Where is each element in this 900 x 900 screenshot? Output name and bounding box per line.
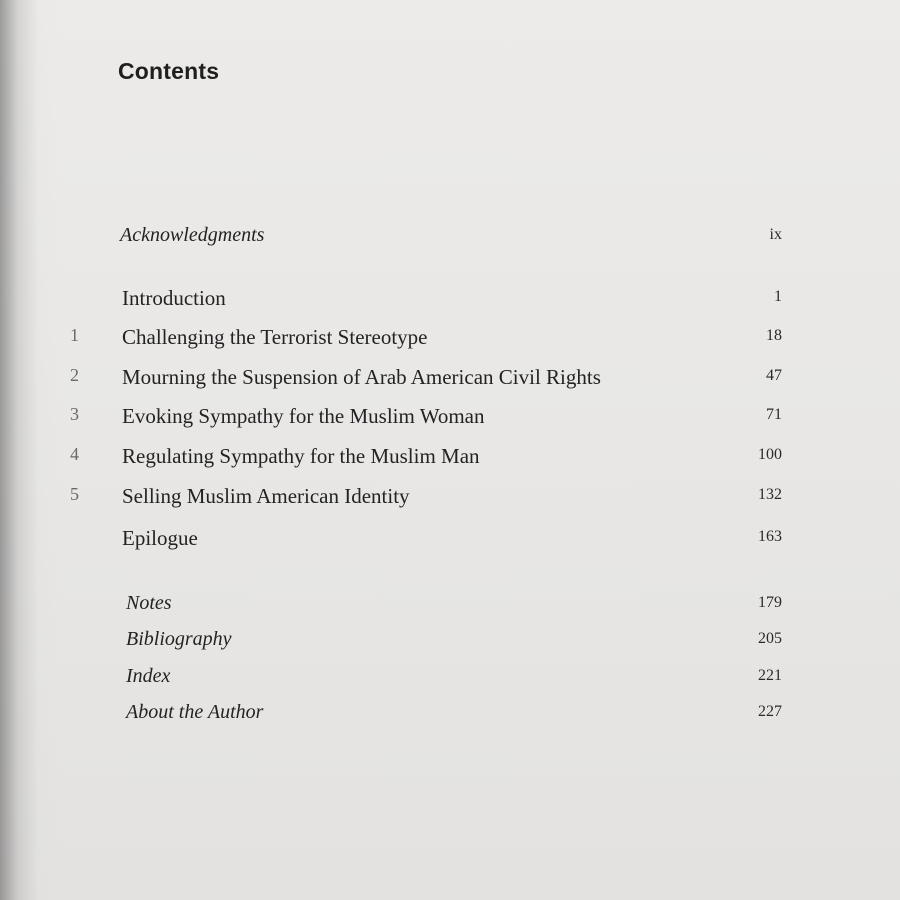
toc-entry-page: 163	[758, 528, 782, 545]
toc-chapter-number: 4	[70, 444, 79, 464]
page-title: Contents	[118, 58, 220, 84]
toc-entry-label: Evoking Sympathy for the Muslim Woman	[122, 404, 485, 428]
toc-entry-introduction	[0, 286, 900, 316]
toc-entry-page: 18	[766, 327, 782, 344]
toc-entry-label: Mourning the Suspension of Arab American Civil Rights	[122, 365, 601, 389]
toc-entry-label: Introduction	[122, 286, 226, 310]
toc-entry-label: About the Author	[126, 701, 264, 723]
toc-entry-about-the-author	[0, 701, 900, 731]
toc-entry-page: 100	[758, 446, 782, 463]
toc-chapter-number: 1	[70, 325, 79, 345]
toc-entry-page: 179	[758, 594, 782, 611]
toc-entry-index	[0, 665, 900, 695]
toc-entry-chapter-4	[0, 444, 900, 474]
toc-entry-chapter-2	[0, 365, 900, 395]
toc-entry-page: 132	[758, 486, 782, 503]
toc-entry-label: Acknowledgments	[120, 224, 265, 246]
toc-entry-acknowledgments	[0, 224, 900, 254]
toc-entry-epilogue	[0, 526, 900, 556]
toc-entry-page: 71	[766, 406, 782, 423]
toc-entry-label: Notes	[126, 592, 172, 614]
toc-entry-label: Bibliography	[126, 628, 232, 650]
toc-entry-chapter-5	[0, 484, 900, 514]
toc-entry-label: Regulating Sympathy for the Muslim Man	[122, 444, 480, 468]
toc-entry-label: Challenging the Terrorist Stereotype	[122, 325, 428, 349]
toc-entry-bibliography	[0, 628, 900, 658]
toc-entry-label: Index	[126, 665, 171, 687]
toc-entry-page: 221	[758, 667, 782, 684]
toc-chapter-number: 2	[70, 365, 79, 385]
toc-chapter-number: 3	[70, 404, 79, 424]
toc-chapter-number: 5	[70, 484, 79, 504]
toc-entry-chapter-1	[0, 325, 900, 355]
toc-entry-page: 227	[758, 703, 782, 720]
toc-entry-chapter-3	[0, 404, 900, 434]
toc-entry-page: 205	[758, 630, 782, 647]
toc-entry-notes	[0, 592, 900, 622]
toc-entry-page: 1	[774, 288, 782, 305]
toc-entry-label: Selling Muslim American Identity	[122, 484, 410, 508]
toc-entry-page: ix	[769, 226, 782, 243]
toc-entry-label: Epilogue	[122, 526, 198, 550]
toc-entry-page: 47	[766, 367, 782, 384]
